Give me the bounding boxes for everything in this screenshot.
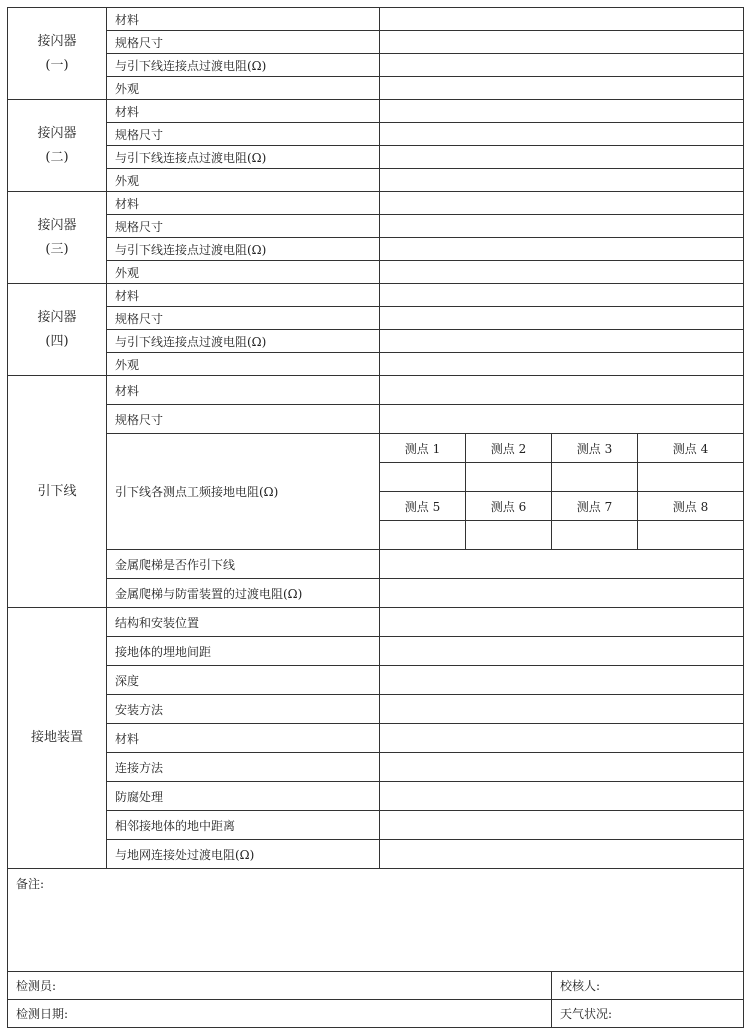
value-cell[interactable] [380, 77, 744, 100]
value-cell[interactable] [380, 840, 744, 869]
grounding-row [8, 637, 744, 666]
down-conductor-spec-row [8, 405, 744, 434]
item-label: 与地网连接处过渡电阻(Ω) [107, 840, 380, 869]
value-cell[interactable] [380, 192, 744, 215]
item-label: 与引下线连接点过渡电阻(Ω) [107, 330, 380, 353]
arrester-1-resistance-row [8, 54, 744, 77]
down-conductor-material-row [8, 376, 744, 405]
measure-point-2-value[interactable] [466, 463, 552, 492]
measure-point-3-value[interactable] [552, 463, 638, 492]
grounding-row [8, 753, 744, 782]
value-cell[interactable] [380, 261, 744, 284]
value-cell[interactable] [380, 146, 744, 169]
item-label: 外观 [107, 77, 380, 100]
measure-points-header-row-1 [8, 434, 744, 463]
measure-point-2-label: 测点 2 [466, 434, 552, 463]
value-cell[interactable] [380, 753, 744, 782]
value-cell[interactable] [380, 353, 744, 376]
measure-point-5-value[interactable] [380, 521, 466, 550]
value-cell[interactable] [380, 215, 744, 238]
remarks-field[interactable] [8, 869, 744, 972]
grounding-row [8, 811, 744, 840]
measure-point-8-value[interactable] [638, 521, 744, 550]
grounding-row [8, 666, 744, 695]
date-label: 检测日期: [16, 1007, 69, 1021]
grounding-row [8, 695, 744, 724]
value-cell[interactable] [380, 8, 744, 31]
arrester-4-resistance-row [8, 330, 744, 353]
grounding-row [8, 608, 744, 637]
arrester-2-appearance-row [8, 169, 744, 192]
value-cell[interactable] [380, 307, 744, 330]
item-label: 规格尺寸 [107, 123, 380, 146]
value-cell[interactable] [380, 695, 744, 724]
item-label: 与引下线连接点过渡电阻(Ω) [107, 238, 380, 261]
measure-point-3-label: 测点 3 [552, 434, 638, 463]
ladder-conductor-row [8, 550, 744, 579]
item-label: 结构和安装位置 [107, 608, 380, 637]
item-label: 与引下线连接点过渡电阻(Ω) [107, 146, 380, 169]
item-label: 相邻接地体的地中距离 [107, 811, 380, 840]
ground-resistance-label: 引下线各测点工频接地电阻(Ω) [107, 434, 380, 550]
date-weather-row [8, 1000, 744, 1028]
grounding-row [8, 782, 744, 811]
grounding-row [8, 840, 744, 869]
item-label: 材料 [107, 376, 380, 405]
item-label: 外观 [107, 261, 380, 284]
arrester-3-material-row [8, 192, 744, 215]
arrester-1-appearance-row [8, 77, 744, 100]
value-cell[interactable] [380, 666, 744, 695]
measure-point-7-label: 测点 7 [552, 492, 638, 521]
value-cell[interactable] [380, 550, 744, 579]
arrester-1-material-row [8, 8, 744, 31]
measure-point-6-value[interactable] [466, 521, 552, 550]
value-cell[interactable] [380, 284, 744, 307]
item-label: 外观 [107, 169, 380, 192]
item-label: 规格尺寸 [107, 307, 380, 330]
ladder-resistance-row [8, 579, 744, 608]
grounding-label: 接地装置 [8, 608, 107, 869]
measure-point-6-label: 测点 6 [466, 492, 552, 521]
arrester-1-label: 接闪器 (一) [8, 8, 107, 100]
inspection-form-table [7, 7, 744, 1028]
measure-point-4-label: 测点 4 [638, 434, 744, 463]
item-label: 深度 [107, 666, 380, 695]
measure-point-4-value[interactable] [638, 463, 744, 492]
arrester-3-spec-row [8, 215, 744, 238]
value-cell[interactable] [380, 376, 744, 405]
value-cell[interactable] [380, 782, 744, 811]
item-label: 接地体的埋地间距 [107, 637, 380, 666]
weather-label: 天气状况: [560, 1007, 613, 1021]
date-field[interactable] [8, 1000, 552, 1028]
arrester-3-appearance-row [8, 261, 744, 284]
remarks-label: 备注: [16, 877, 45, 891]
measure-point-1-value[interactable] [380, 463, 466, 492]
value-cell[interactable] [380, 169, 744, 192]
inspector-label: 检测员: [16, 979, 57, 993]
arrester-1-spec-row [8, 31, 744, 54]
measure-point-8-label: 测点 8 [638, 492, 744, 521]
item-label: 规格尺寸 [107, 31, 380, 54]
inspector-field[interactable] [8, 972, 552, 1000]
value-cell[interactable] [380, 637, 744, 666]
arrester-2-resistance-row [8, 146, 744, 169]
value-cell[interactable] [380, 31, 744, 54]
value-cell[interactable] [380, 579, 744, 608]
arrester-4-label: 接闪器 (四) [8, 284, 107, 376]
arrester-4-spec-row [8, 307, 744, 330]
weather-field[interactable] [552, 1000, 744, 1028]
down-conductor-label: 引下线 [8, 376, 107, 608]
item-label: 规格尺寸 [107, 405, 380, 434]
value-cell[interactable] [380, 100, 744, 123]
value-cell[interactable] [380, 238, 744, 261]
arrester-2-spec-row [8, 123, 744, 146]
item-label: 金属爬梯与防雷装置的过渡电阻(Ω) [107, 579, 380, 608]
value-cell[interactable] [380, 405, 744, 434]
measure-point-7-value[interactable] [552, 521, 638, 550]
item-label: 规格尺寸 [107, 215, 380, 238]
item-label: 材料 [107, 284, 380, 307]
value-cell[interactable] [380, 811, 744, 840]
arrester-3-label: 接闪器 (三) [8, 192, 107, 284]
signature-row [8, 972, 744, 1000]
arrester-3-resistance-row [8, 238, 744, 261]
item-label: 连接方法 [107, 753, 380, 782]
arrester-4-material-row [8, 284, 744, 307]
item-label: 材料 [107, 724, 380, 753]
item-label: 材料 [107, 8, 380, 31]
reviewer-label: 校核人: [560, 979, 601, 993]
remarks-row [8, 869, 744, 972]
item-label: 与引下线连接点过渡电阻(Ω) [107, 54, 380, 77]
arrester-2-label: 接闪器 (二) [8, 100, 107, 192]
value-cell[interactable] [380, 608, 744, 637]
item-label: 外观 [107, 353, 380, 376]
measure-point-5-label: 测点 5 [380, 492, 466, 521]
arrester-2-material-row [8, 100, 744, 123]
item-label: 材料 [107, 100, 380, 123]
reviewer-field[interactable] [552, 972, 744, 1000]
item-label: 安装方法 [107, 695, 380, 724]
value-cell[interactable] [380, 123, 744, 146]
value-cell[interactable] [380, 54, 744, 77]
value-cell[interactable] [380, 330, 744, 353]
grounding-row [8, 724, 744, 753]
item-label: 防腐处理 [107, 782, 380, 811]
measure-point-1-label: 测点 1 [380, 434, 466, 463]
arrester-4-appearance-row [8, 353, 744, 376]
item-label: 金属爬梯是否作引下线 [107, 550, 380, 579]
item-label: 材料 [107, 192, 380, 215]
value-cell[interactable] [380, 724, 744, 753]
